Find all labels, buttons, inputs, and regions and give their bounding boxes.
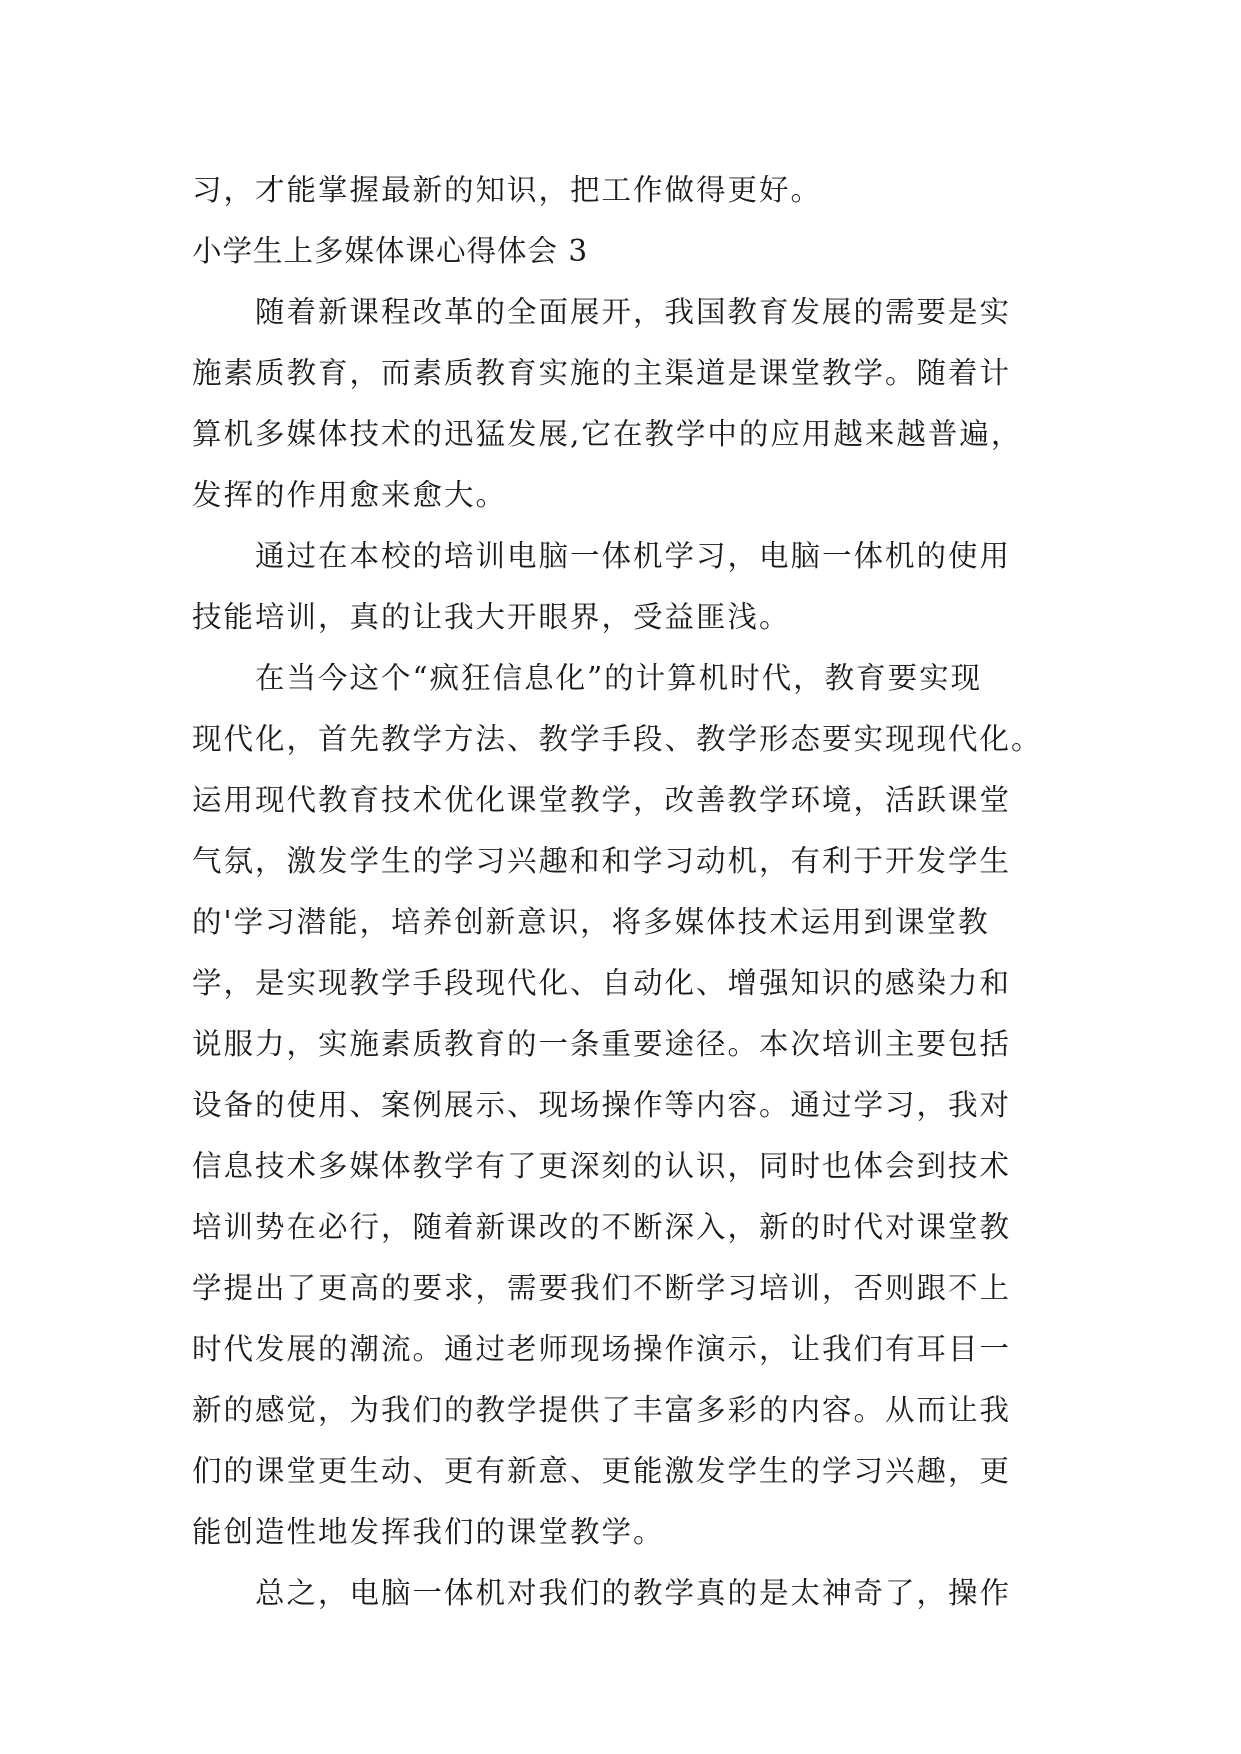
paragraph-start-line: 总之，电脑一体机对我们的教学真的是太神奇了，操作 <box>255 1576 1012 1610</box>
text-line: 发挥的作用愈来愈大。 <box>192 478 508 512</box>
text-line: 学，是实现教学手段现代化、自动化、增强知识的感染力和 <box>192 966 1012 1000</box>
text-line: 新的感觉，为我们的教学提供了丰富多彩的内容。从而让我 <box>192 1393 1012 1427</box>
text-line: 的'学习潜能，培养创新意识，将多媒体技术运用到课堂教 <box>192 905 990 939</box>
text-line: 信息技术多媒体教学有了更深刻的认识，同时也体会到技术 <box>192 1149 1012 1183</box>
text-line: 说服力，实施素质教育的一条重要途径。本次培训主要包括 <box>192 1027 1012 1061</box>
text-line: 算机多媒体技术的迅猛发展,它在教学中的应用越来越普遍， <box>192 417 1023 451</box>
paragraph-start-line: 随着新课程改革的全面展开，我国教育发展的需要是实 <box>255 295 1012 329</box>
text-line: 气氛，激发学生的学习兴趣和和学习动机，有利于开发学生 <box>192 844 1012 878</box>
paragraph-start-line: 通过在本校的培训电脑一体机学习，电脑一体机的使用 <box>255 539 1012 573</box>
text-line: 设备的使用、案例展示、现场操作等内容。通过学习，我对 <box>192 1088 1012 1122</box>
paragraph-start-line: 在当今这个“疯狂信息化”的计算机时代，教育要实现 <box>255 661 983 695</box>
text-line: 时代发展的潮流。通过老师现场操作演示，让我们有耳目一 <box>192 1332 1012 1366</box>
text-line: 习，才能掌握最新的知识，把工作做得更好。 <box>192 173 823 207</box>
text-line: 能创造性地发挥我们的课堂教学。 <box>192 1515 665 1549</box>
text-line: 培训势在必行，随着新课改的不断深入，新的时代对课堂教 <box>192 1210 1012 1244</box>
text-line: 施素质教育，而素质教育实施的主渠道是课堂教学。随着计 <box>192 356 1012 390</box>
text-line: 现代化，首先教学方法、教学手段、教学形态要实现现代化。 <box>192 722 1043 756</box>
text-line: 技能培训，真的让我大开眼界，受益匪浅。 <box>192 600 791 634</box>
section-heading: 小学生上多媒体课心得体会 3 <box>192 234 589 268</box>
text-line: 运用现代教育技术优化课堂教学，改善教学环境，活跃课堂 <box>192 783 1012 817</box>
text-line: 学提出了更高的要求，需要我们不断学习培训，否则跟不上 <box>192 1271 1012 1305</box>
document-body <box>192 160 1072 1624</box>
text-line: 们的课堂更生动、更有新意、更能激发学生的学习兴趣，更 <box>192 1454 1012 1488</box>
